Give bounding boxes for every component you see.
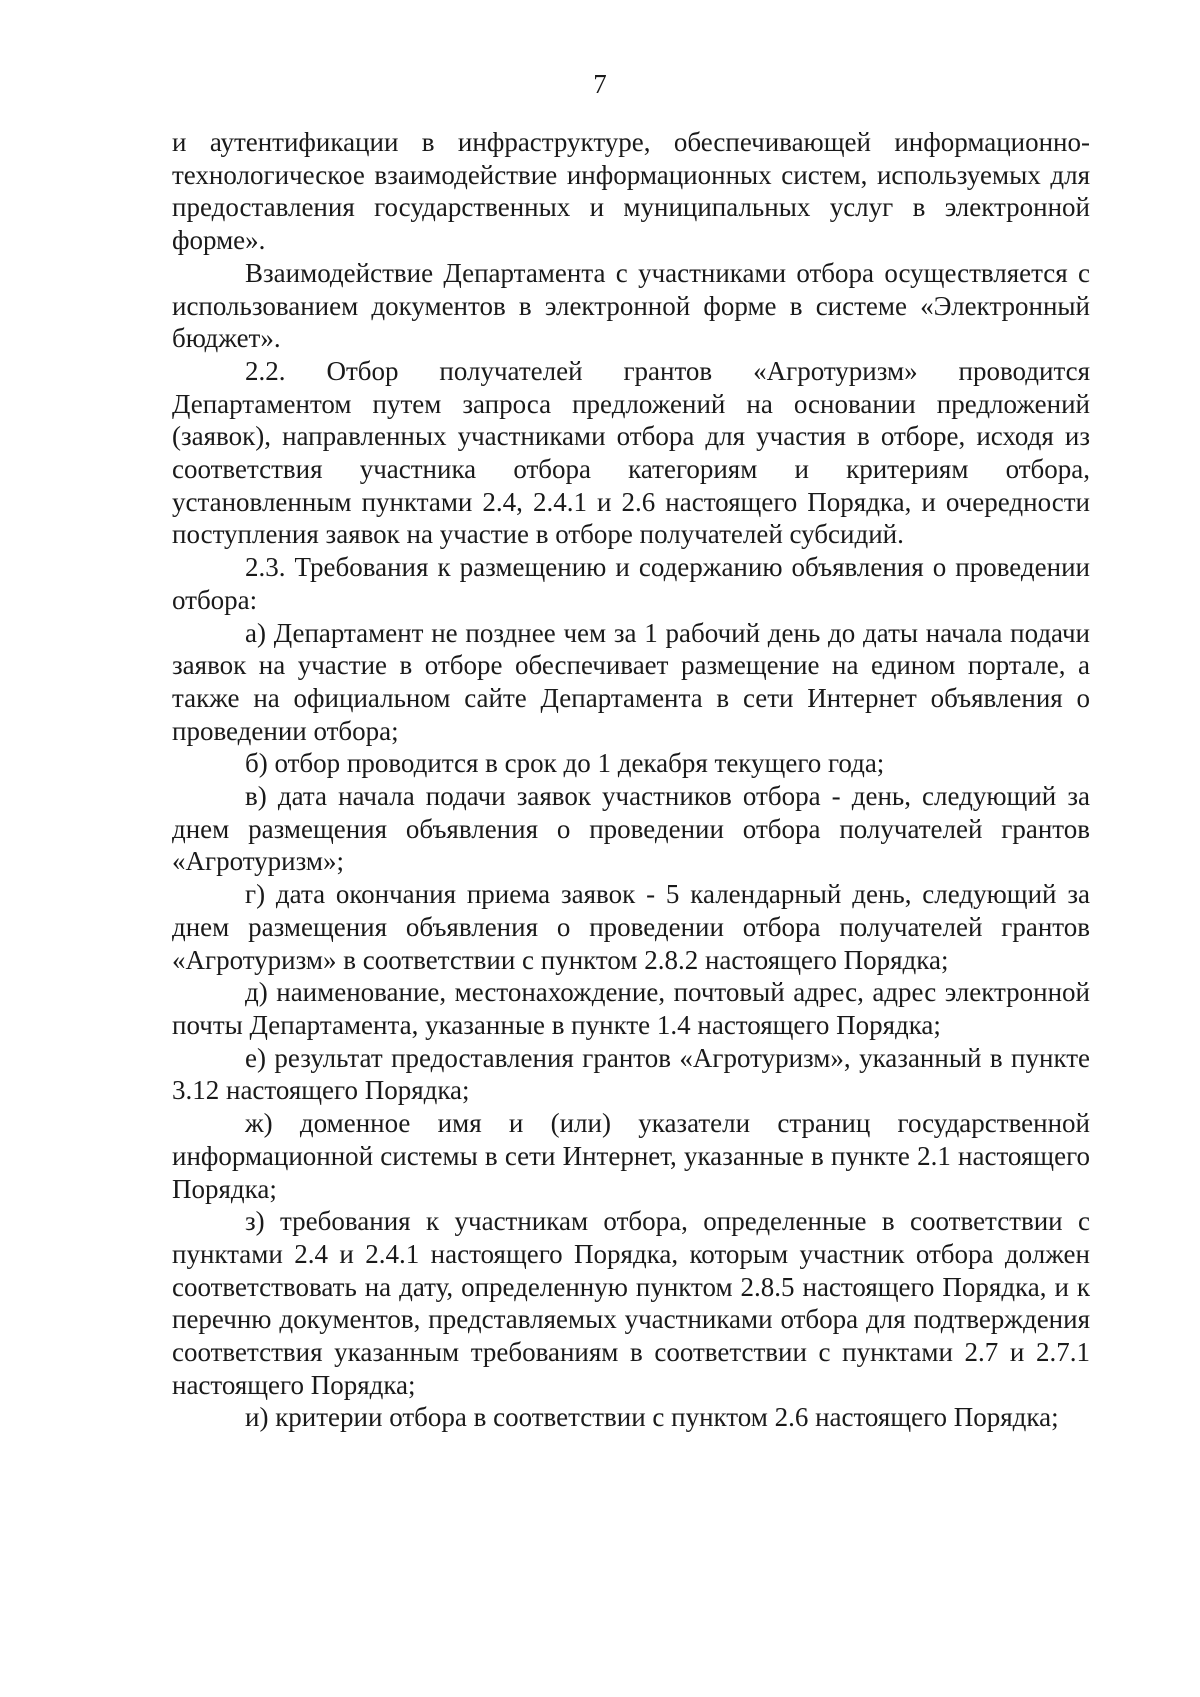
list-item-d: д) наименование, местонахождение, почтовый адрес, адрес электронной почты Департамента, указанные в пункте 1.4 настоящего Порядка; [172, 977, 1090, 1040]
paragraph-2-2: 2.2. Отбор получателей грантов «Агротуризм» проводится Департаментом путем запроса предложений на основании предложений (заявок), направленных участниками отбора для участия в отборе, исходя из соответствия участника отбора категориям и критериям отбора, установленным пунктами 2.4, 2.4.1 и 2.6 настоящего Порядка, и очередности поступления заявок на участие в отборе получателей субсидий. [172, 355, 1090, 550]
list-item-g: г) дата окончания приема заявок - 5 календарный день, следующий за днем размещения объявления о проведении отбора получателей грантов «Агротуризм» в соответствии с пунктом 2.8.2 настоящего Порядка; [172, 879, 1090, 975]
list-item-e: е) результат предоставления грантов «Агротуризм», указанный в пункте 3.12 настоящего Порядка; [172, 1042, 1090, 1106]
paragraph-interaction: Взаимодействие Департамента с участниками отбора осуществляется с использованием документов в электронной форме в системе «Электронный бюджет». [172, 257, 1090, 354]
list-item-b: б) отбор проводится в срок до 1 декабря текущего года; [245, 748, 885, 779]
list-item-z: з) требования к участникам отбора, определенные в соответствии с пунктами 2.4 и 2.4.1 настоящего Порядка, которым участник отбора должен соответствовать на дату, определенную пунктом 2.8.5 настоящего Порядка, и к перечню документов, представляемых участниками отбора для подтверждения соответствия указанным требованиям в соответствии с пунктами 2.7 и 2.7.1 настоящего Порядка; [172, 1206, 1090, 1400]
list-item-v: в) дата начала подачи заявок участников отбора - день, следующий за днем размещения объявления о проведении отбора получателей грантов «Агротуризм»; [172, 781, 1090, 877]
document-body [172, 126, 1090, 1434]
list-item-zh: ж) доменное имя и (или) указатели страниц государственной информационной системы в сети Интернет, указанные в пункте 2.1 настоящего Порядка; [172, 1108, 1090, 1204]
list-item-a: а) Департамент не позднее чем за 1 рабочий день до даты начала подачи заявок на участие в отборе обеспечивает размещение на едином портале, а также на официальном сайте Департамента в сети Интернет объявления о проведении отбора; [172, 617, 1090, 746]
page-number: 7 [593, 69, 607, 99]
list-item-i: и) критерии отбора в соответствии с пунктом 2.6 настоящего Порядка; [245, 1402, 1059, 1433]
paragraph-2-3: 2.3. Требования к размещению и содержанию объявления о проведении отбора: [172, 552, 1090, 615]
paragraph-continuation: и аутентификации в инфраструктуре, обеспечивающей информационно-технологическое взаимодействие информационных систем, используемых для предоставления государственных и муниципальных услуг в электронной форме». [172, 127, 1090, 256]
